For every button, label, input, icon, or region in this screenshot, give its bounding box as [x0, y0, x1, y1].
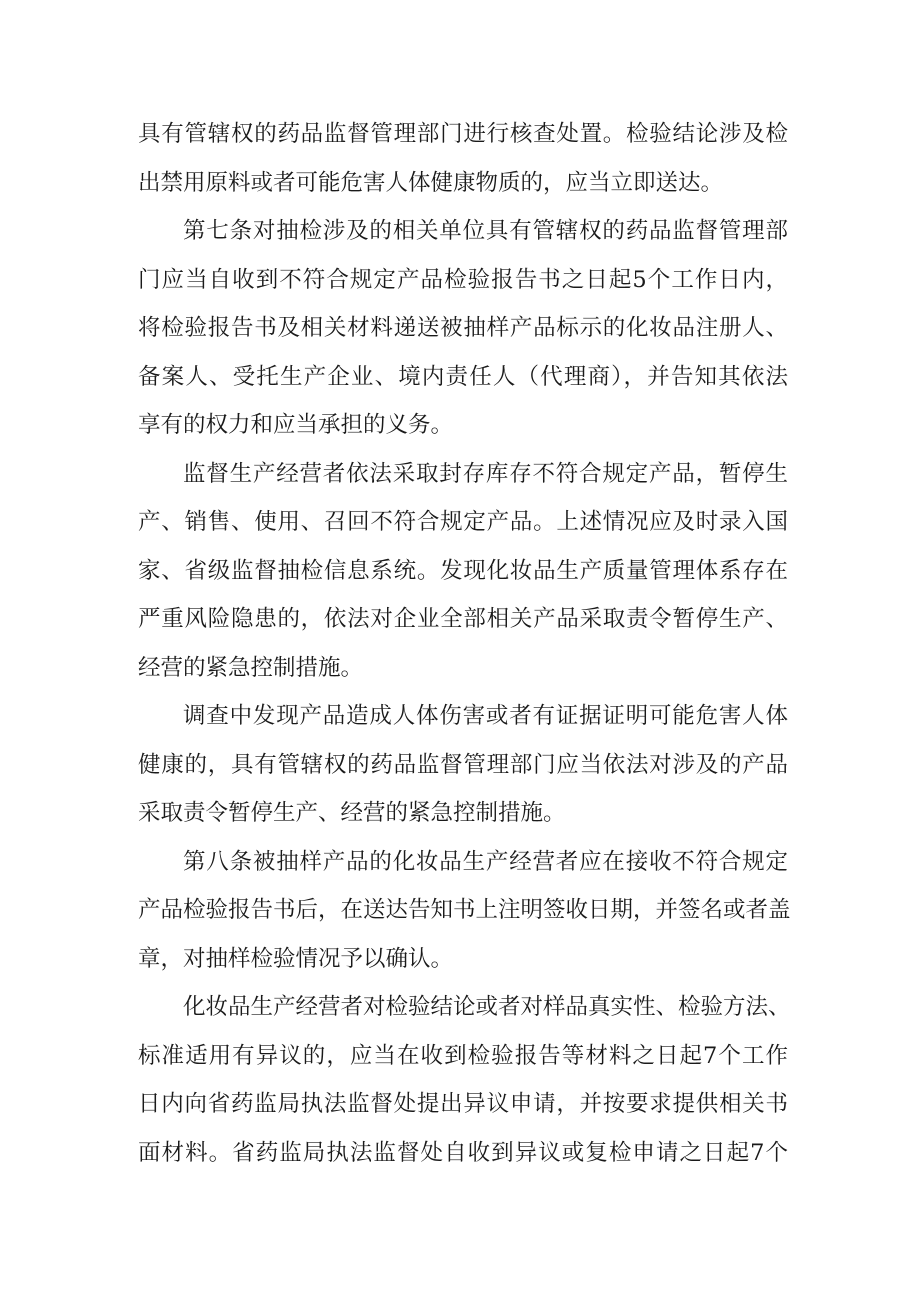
text-line: 调查中发现产品造成人体伤害或者有证据证明可能危害人体: [183, 703, 788, 729]
document-body: [138, 110, 791, 1177]
text-line: 监督生产经营者依法采取封存库存不符合规定产品，暂停生: [183, 460, 788, 487]
text-line: 经营的紧急控制措施。: [138, 654, 364, 681]
text-line: 章，对抽样检验情况予以确认。: [138, 945, 454, 972]
text-line: 化妆品生产经营者对检验结论或者对样品真实性、检验方法、: [183, 994, 791, 1020]
text-line: 第八条被抽样产品的化妆品生产经营者应在接收不符合规定: [183, 848, 788, 875]
text-line: 将检验报告书及相关材料递送被抽样产品标示的化妆品注册人、: [138, 315, 788, 341]
text-line: 标准适用有异议的，应当在收到检验报告等材料之日起7个工作: [138, 1042, 788, 1069]
text-line: 采取责令暂停生产、经营的紧急控制措施。: [138, 800, 566, 826]
text-line: 面材料。省药监局执法监督处自收到异议或复检申请之日起7个: [138, 1139, 788, 1166]
text-line: 具有管辖权的药品监督管理部门进行核查处置。检验结论涉及检: [138, 121, 788, 147]
text-line: 日内向省药监局执法监督处提出异议申请，并按要求提供相关书: [138, 1091, 788, 1117]
text-line: 产、销售、使用、召回不符合规定产品。上述情况应及时录入国: [138, 509, 788, 535]
text-line: 产品检验报告书后，在送达告知书上注明签收日期，并签名或者盖: [138, 897, 791, 923]
text-line: 家、省级监督抽检信息系统。发现化妆品生产质量管理体系存在: [138, 557, 788, 584]
text-line: 出禁用原料或者可能危害人体健康物质的，应当立即送达。: [138, 169, 724, 196]
text-line: 第七条对抽检涉及的相关单位具有管辖权的药品监督管理部: [183, 218, 788, 244]
text-line: 门应当自收到不符合规定产品检验报告书之日起5个工作日内，: [138, 266, 788, 293]
text-line: 备案人、受托生产企业、境内责任人（代理商），并告知其依法: [138, 363, 788, 390]
text-line: 享有的权力和应当承担的义务。: [138, 412, 454, 438]
text-line: 严重风险隐患的，依法对企业全部相关产品采取责令暂停生产、: [138, 606, 788, 632]
text-line: 健康的，具有管辖权的药品监督管理部门应当依法对涉及的产品: [138, 751, 788, 778]
